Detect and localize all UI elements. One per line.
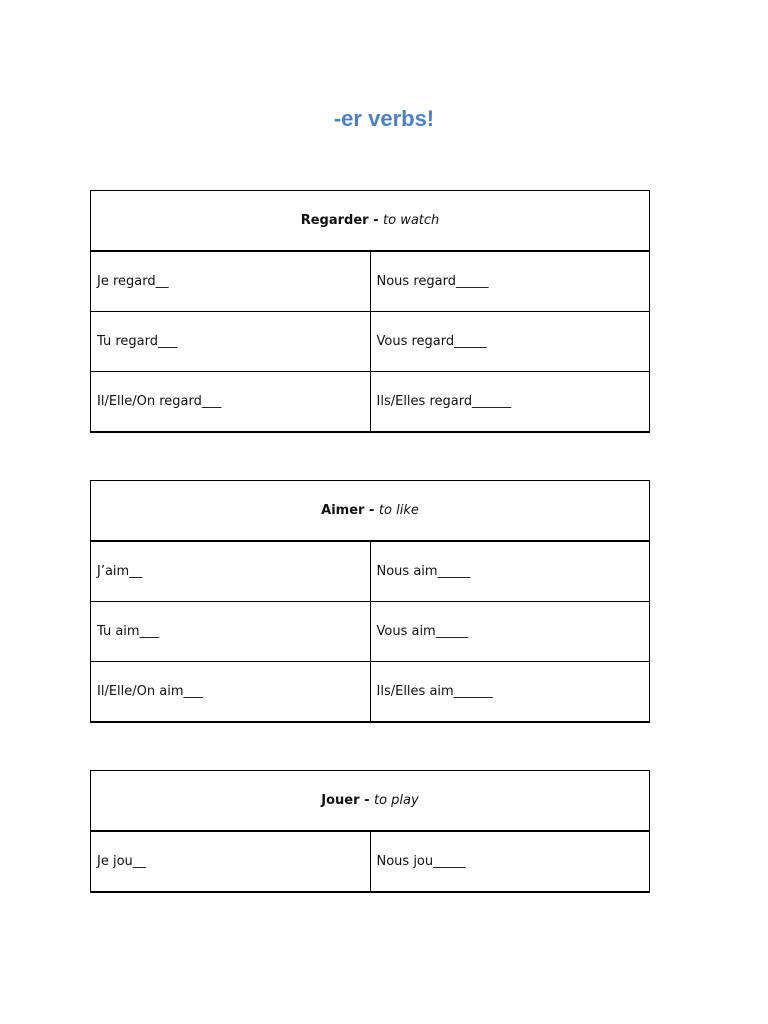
table-row	[91, 251, 650, 312]
conjugation-cell: Nous jou_____	[370, 831, 650, 892]
verb-dash: -	[359, 793, 374, 808]
conjugation-cell: Ils/Elles aim______	[370, 662, 650, 723]
table-header-cell	[91, 191, 650, 252]
table-header-row	[91, 191, 650, 252]
conjugation-cell: Tu aim___	[91, 602, 371, 662]
page-title: -er verbs!	[333, 106, 435, 131]
verb-table-jouer	[90, 770, 650, 893]
verb-name: Jouer	[321, 793, 360, 808]
table-row	[91, 831, 650, 892]
verb-meaning: to play	[374, 793, 419, 808]
verb-name: Regarder	[300, 213, 369, 228]
conjugation-cell: J’aim__	[91, 541, 371, 602]
conjugation-cell: Ils/Elles regard______	[370, 372, 650, 433]
table-row	[91, 602, 650, 662]
table-header-row	[91, 771, 650, 832]
conjugation-cell: Je regard__	[91, 251, 371, 312]
conjugation-cell: Il/Elle/On regard___	[91, 372, 371, 433]
conjugation-cell: Il/Elle/On aim___	[91, 662, 371, 723]
table-row	[91, 662, 650, 723]
table-row	[91, 372, 650, 433]
verb-dash: -	[368, 213, 384, 228]
conjugation-cell: Nous aim_____	[370, 541, 650, 602]
verb-meaning: to watch	[383, 213, 440, 228]
table-row	[91, 541, 650, 602]
table-row	[91, 312, 650, 372]
conjugation-cell: Nous regard_____	[370, 251, 650, 312]
verb-dash: -	[364, 503, 379, 518]
verb-table-regarder	[90, 190, 650, 433]
conjugation-cell: Vous aim_____	[370, 602, 650, 662]
verb-table-aimer	[90, 480, 650, 723]
table-header-cell	[91, 771, 650, 832]
verb-name: Aimer	[321, 503, 365, 518]
conjugation-cell: Je jou__	[91, 831, 371, 892]
conjugation-cell: Vous regard_____	[370, 312, 650, 372]
table-header-row	[91, 481, 650, 542]
table-header-cell	[91, 481, 650, 542]
verb-meaning: to like	[378, 503, 419, 518]
conjugation-cell: Tu regard___	[91, 312, 371, 372]
